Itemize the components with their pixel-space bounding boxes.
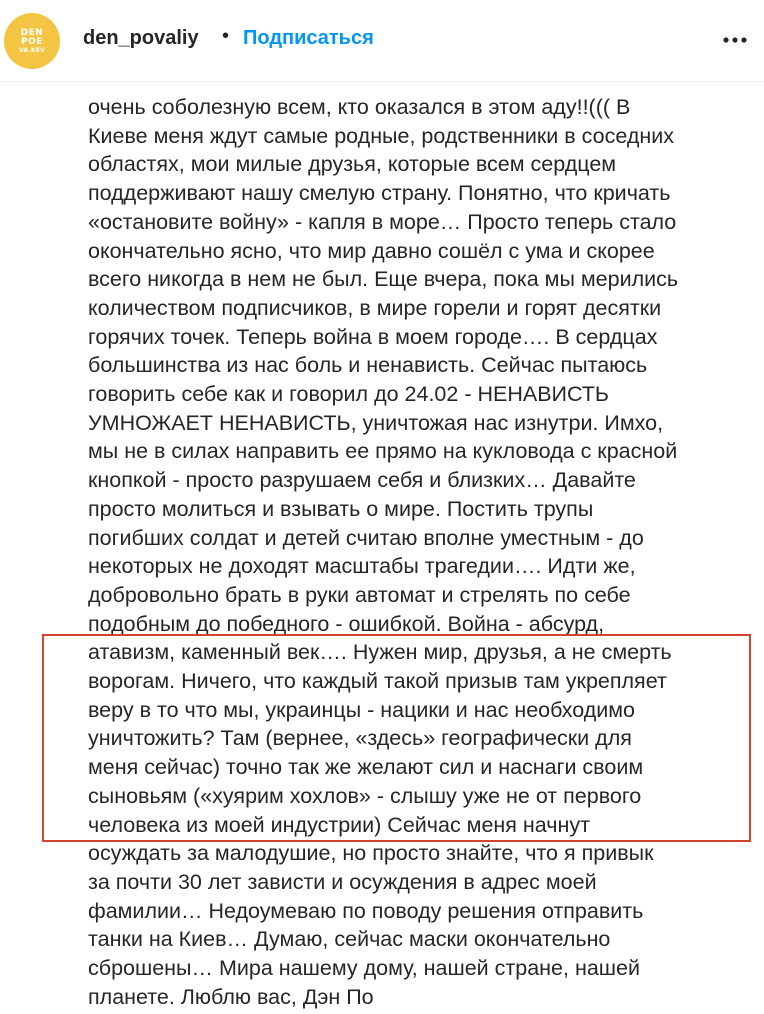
avatar-logo-line-2: POE [21,36,43,47]
username-link[interactable]: den_povaliy [83,27,199,49]
post-header [0,0,764,82]
post-caption: очень соболезную всем, кто оказался в этом аду!!((( В Киеве меня ждут самые родные, родственники в соседних областях, мои милые друзья, которые всем сердцем поддерживают нашу смелую страну. Понятно, что кричать «остановите войну» - капля в море… Просто теперь стало окончательно ясно, что мир давно сошёл с ума и скорее всего никогда в нем не был. Еще вчера, пока мы мерились количеством подписчиков, в мире горели и горят десятки горячих точек. Теперь война в моем городе…. В сердцах большинства из нас боль и ненависть. Сейчас пытаюсь говорить себе как и говорил до 24.02 - НЕНАВИСТЬ УМНОЖАЕТ НЕНАВИСТЬ, уничтожая нас изнутри. Имхо, мы не в силах направить ее прямо на кукловода с красной кнопкой - просто разрушаем себя и близких… Давайте просто молиться и взывать о мире. Постить трупы погибших солдат и детей считаю вполне уместным - до некоторых не доходят масштабы трагедии…. Идти же, добровольно брать в руки автомат и стрелять по себе подобным до победного - ошибкой. Война - абсурд, атавизм, каменный век…. Нужен мир, друзья, а не смерть ворогам. Ничего, что каждый такой призыв там укрепляет веру в то что мы, украинцы - нацики и нас необходимо уничтожить? Там (вернее, «здесь» географически для меня сейчас) точно так же желают сил и наснаги своим сыновьям («хуярим хохлов» - слышу уже не от первого человека из моей индустрии) Сейчас меня начнут осуждать за малодушие, но просто знайте, что я привык за почти 30 лет зависти и осуждения в адрес моей фамилии… Недоумеваю по поводу решения отправить танки на Киев… Думаю, сейчас маски окончательно сброшены… Мира нашему дому, нашей стране, нашей планете. Люблю вас, Дэн По [88,95,679,1009]
avatar-logo [12,21,52,61]
avatar[interactable] [4,13,60,69]
follow-button[interactable]: Подписаться [243,27,374,49]
avatar-logo-line-1: DEN [20,27,44,38]
separator-dot: • [222,25,230,47]
more-horizontal-icon [720,30,750,50]
avatar-logo-line-3: VA.KEV [19,46,45,54]
more-options-button[interactable] [720,30,750,50]
